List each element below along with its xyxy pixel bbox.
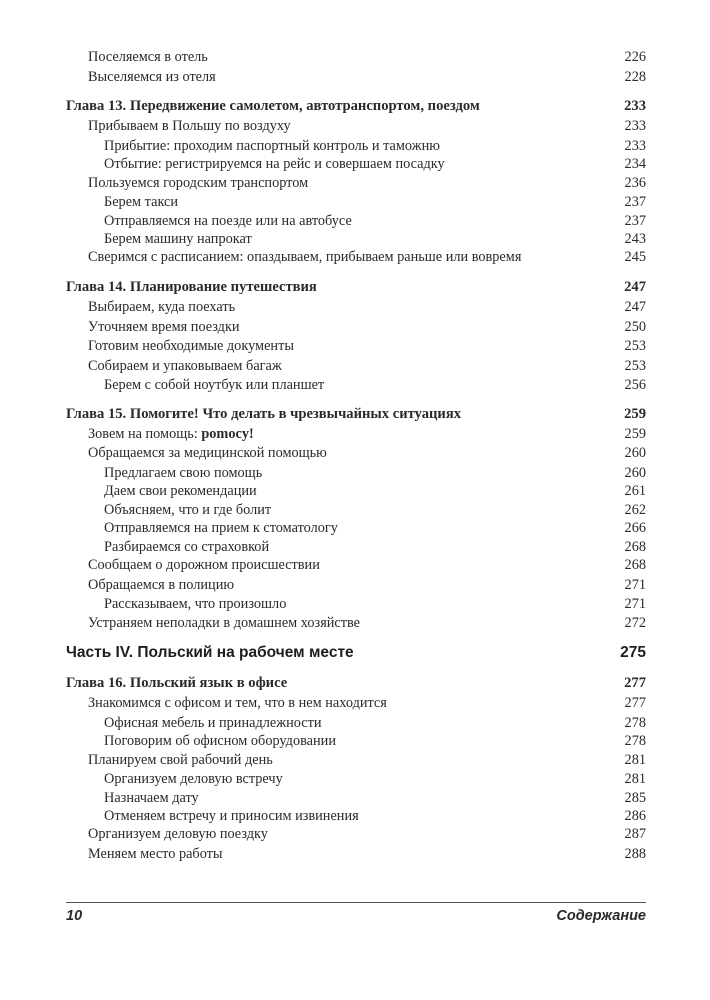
toc-entry-title bbox=[66, 404, 461, 424]
toc-entry-page: 233 bbox=[624, 137, 646, 154]
toc-entry-page: 253 bbox=[624, 338, 646, 355]
toc-section-row bbox=[66, 825, 646, 845]
toc-subsection-row bbox=[66, 137, 646, 155]
toc-entry-title-text: Отменяем встречу и приносим извинения bbox=[104, 808, 359, 824]
toc-entry-title bbox=[66, 96, 480, 116]
toc-entry-title-text: Берем с собой ноутбук или планшет bbox=[104, 377, 325, 394]
toc-entry-title bbox=[104, 770, 283, 788]
toc-entry-title-text: Прибытие: проходим паспортный контроль и таможню bbox=[104, 137, 440, 154]
toc-subsection-row bbox=[66, 770, 646, 788]
toc-section-row bbox=[66, 614, 646, 634]
toc-section-row bbox=[66, 337, 646, 357]
toc-entry-page: 245 bbox=[624, 249, 646, 266]
footer-section-title: Содержание bbox=[556, 908, 646, 924]
toc-chapter-row bbox=[66, 673, 646, 693]
toc-entry-title-text: Поселяемся в отель bbox=[88, 49, 208, 65]
toc-section-row bbox=[66, 845, 646, 865]
toc-entry-page: 243 bbox=[624, 231, 646, 247]
toc-section-row bbox=[66, 425, 646, 445]
toc-subsection-row bbox=[66, 464, 646, 482]
toc-entry-title-text: Глава 15. Помогите! Что делать в чрезвычайных ситуациях bbox=[66, 405, 462, 422]
toc-entry-page: 277 bbox=[624, 695, 646, 712]
toc-entry-page: 281 bbox=[624, 751, 646, 768]
toc-entry-title-text: Глава 16. Польский язык в офисе bbox=[66, 675, 288, 692]
toc-entry-title-text: Отбытие: регистрируемся на рейс и совершаем посадку bbox=[104, 156, 445, 173]
toc-subsection-row bbox=[66, 212, 646, 230]
toc-entry-title-text: Меняем место работы bbox=[88, 846, 223, 862]
toc-subsection-row bbox=[66, 482, 646, 500]
table-of-contents bbox=[66, 48, 646, 865]
toc-entry-title-text: Объясняем, что и где болит bbox=[104, 501, 272, 518]
toc-entry-title bbox=[88, 174, 308, 194]
toc-subsection-row bbox=[66, 376, 646, 394]
toc-entry-title bbox=[88, 357, 282, 377]
toc-entry-page: 277 bbox=[624, 675, 646, 692]
toc-entry-title-text: Офисная мебель и принадлежности bbox=[104, 714, 322, 731]
toc-section-row bbox=[66, 68, 646, 88]
toc-entry-page: 256 bbox=[624, 377, 646, 394]
toc-entry-title-text: Обращаемся за медицинской помощью bbox=[88, 445, 327, 462]
toc-entry-title bbox=[66, 277, 317, 297]
toc-entry-title bbox=[88, 694, 387, 714]
toc-subsection-row bbox=[66, 732, 646, 750]
toc-section-row bbox=[66, 48, 646, 68]
toc-entry-page: 233 bbox=[624, 118, 646, 135]
toc-entry-title bbox=[104, 789, 199, 807]
toc-entry-title-text: Прибываем в Польшу по воздуху bbox=[88, 118, 291, 135]
toc-entry-page: 268 bbox=[624, 538, 646, 555]
toc-entry-page: 271 bbox=[624, 576, 646, 593]
toc-entry-title-text: Устраняем неполадки в домашнем хозяйстве bbox=[88, 614, 361, 631]
toc-entry-title bbox=[88, 48, 208, 68]
toc-subsection-row bbox=[66, 714, 646, 732]
toc-section-row bbox=[66, 694, 646, 714]
toc-entry-title bbox=[88, 576, 234, 596]
toc-entry-page: 286 bbox=[624, 808, 646, 824]
toc-entry-page: 271 bbox=[624, 596, 646, 613]
toc-entry-title bbox=[104, 230, 252, 248]
toc-section-row bbox=[66, 444, 646, 464]
toc-section-row bbox=[66, 357, 646, 377]
toc-entry-title bbox=[104, 538, 269, 556]
page-footer bbox=[66, 902, 646, 924]
toc-entry-title bbox=[66, 673, 287, 693]
toc-entry-title bbox=[104, 212, 352, 230]
toc-section-row bbox=[66, 576, 646, 596]
toc-entry-title-text: Готовим необходимые документы bbox=[88, 338, 294, 355]
toc-part-row bbox=[66, 642, 646, 664]
toc-entry-page: 250 bbox=[624, 318, 646, 335]
toc-entry-page: 236 bbox=[624, 174, 646, 191]
toc-entry-title-text: Зовем на помощь: bbox=[88, 425, 202, 442]
toc-entry-title bbox=[88, 337, 294, 357]
toc-entry-title bbox=[88, 825, 268, 845]
toc-subsection-row bbox=[66, 519, 646, 537]
toc-entry-title-text: Предлагаем свою помощь bbox=[104, 464, 263, 481]
toc-entry-title bbox=[88, 425, 254, 445]
toc-entry-page: 261 bbox=[624, 483, 646, 500]
toc-section-row bbox=[66, 174, 646, 194]
toc-entry-title-text: Выселяемся из отеля bbox=[88, 68, 216, 85]
toc-entry-title bbox=[104, 155, 445, 173]
toc-entry-page: 278 bbox=[624, 733, 646, 750]
toc-entry-title-text: Сообщаем о дорожном происшествии bbox=[88, 557, 320, 573]
toc-entry-page: 247 bbox=[624, 279, 646, 295]
toc-entry-title-text: Собираем и упаковываем багаж bbox=[88, 357, 282, 374]
toc-entry-title bbox=[88, 845, 223, 865]
toc-entry-page: 226 bbox=[624, 49, 646, 65]
toc-entry-title-text: Даем свои рекомендации bbox=[104, 483, 257, 500]
toc-entry-page: 233 bbox=[624, 98, 646, 115]
toc-entry-title-text: Назначаем дату bbox=[104, 789, 199, 806]
toc-entry-title-text: Рассказываем, что произошло bbox=[104, 596, 287, 613]
toc-entry-title bbox=[88, 298, 235, 318]
toc-entry-page: 259 bbox=[624, 405, 646, 422]
toc-chapter-row bbox=[66, 277, 646, 297]
toc-entry-title bbox=[88, 614, 360, 634]
toc-entry-title bbox=[104, 714, 322, 732]
toc-entry-page: 266 bbox=[624, 520, 646, 537]
toc-subsection-row bbox=[66, 230, 646, 248]
toc-entry-title-text: Выбираем, куда поехать bbox=[88, 299, 236, 315]
toc-entry-title bbox=[104, 501, 271, 519]
toc-section-row bbox=[66, 751, 646, 771]
toc-subsection-row bbox=[66, 501, 646, 519]
toc-entry-page: 262 bbox=[624, 501, 646, 518]
toc-subsection-row bbox=[66, 538, 646, 556]
toc-entry-title bbox=[104, 519, 338, 537]
toc-entry-title-text: Отправляемся на прием к стоматологу bbox=[104, 520, 338, 537]
toc-entry-title bbox=[104, 193, 178, 211]
toc-entry-title bbox=[88, 117, 291, 137]
toc-entry-title bbox=[104, 464, 262, 482]
toc-chapter-row bbox=[66, 96, 646, 116]
toc-entry-title bbox=[88, 318, 240, 338]
toc-entry-page: 278 bbox=[624, 714, 646, 731]
toc-section-row bbox=[66, 556, 646, 576]
toc-entry-title-text: Уточняем время поездки bbox=[88, 318, 240, 335]
toc-entry-title-text: Организуем деловую поездку bbox=[88, 826, 268, 843]
toc-entry-title-text: Обращаемся в полицию bbox=[88, 576, 235, 593]
toc-entry-page: 272 bbox=[624, 614, 646, 631]
toc-entry-title-text: Берем машину напрокат bbox=[104, 231, 252, 247]
toc-entry-page: 237 bbox=[624, 212, 646, 229]
toc-entry-title bbox=[104, 807, 359, 825]
toc-entry-title bbox=[88, 556, 320, 576]
toc-entry-title-text: Сверимся с расписанием: опаздываем, прибываем раньше или вовремя bbox=[88, 249, 522, 266]
toc-entry-title bbox=[88, 68, 216, 88]
toc-entry-page: 247 bbox=[624, 299, 646, 315]
toc-entry-title-text: Знакомимся с офисом и тем, что в нем находится bbox=[88, 695, 387, 712]
toc-entry-page: 281 bbox=[624, 771, 646, 788]
toc-entry-title-text: Глава 14. Планирование путешествия bbox=[66, 279, 317, 295]
toc-entry-title bbox=[88, 248, 521, 268]
toc-entry-title bbox=[104, 137, 440, 155]
toc-subsection-row bbox=[66, 789, 646, 807]
toc-chapter-row bbox=[66, 404, 646, 424]
toc-entry-page: 234 bbox=[624, 156, 646, 173]
toc-subsection-row bbox=[66, 807, 646, 825]
toc-entry-page: 260 bbox=[624, 445, 646, 462]
toc-entry-emphasis: pomocy! bbox=[201, 425, 254, 442]
toc-entry-title bbox=[88, 751, 273, 771]
toc-entry-title bbox=[104, 376, 324, 394]
toc-entry-page: 288 bbox=[624, 846, 646, 862]
toc-entry-page: 260 bbox=[624, 464, 646, 481]
toc-entry-page: 275 bbox=[620, 644, 646, 662]
toc-entry-title-text: Поговорим об офисном оборудовании bbox=[104, 733, 336, 750]
toc-entry-title bbox=[104, 595, 286, 613]
toc-entry-page: 237 bbox=[624, 194, 646, 211]
toc-entry-page: 285 bbox=[624, 789, 646, 806]
toc-entry-title-text: Разбираемся со страховкой bbox=[104, 538, 270, 555]
toc-subsection-row bbox=[66, 193, 646, 211]
footer-page-number: 10 bbox=[66, 908, 83, 924]
toc-entry-page: 268 bbox=[624, 557, 646, 573]
toc-subsection-row bbox=[66, 155, 646, 173]
toc-entry-title-text: Пользуемся городским транспортом bbox=[88, 174, 309, 191]
toc-entry-title bbox=[88, 444, 327, 464]
toc-entry-title-text: Часть IV. Польский на рабочем месте bbox=[66, 644, 354, 662]
toc-entry-page: 228 bbox=[624, 68, 646, 85]
toc-entry-title-text: Отправляемся на поезде или на автобусе bbox=[104, 212, 352, 229]
toc-entry-title-text: Берем такси bbox=[104, 194, 179, 211]
toc-section-row bbox=[66, 318, 646, 338]
toc-entry-title bbox=[104, 732, 336, 750]
toc-entry-page: 259 bbox=[624, 425, 646, 442]
toc-section-row bbox=[66, 117, 646, 137]
toc-section-row bbox=[66, 248, 646, 268]
toc-entry-title-text: Организуем деловую встречу bbox=[104, 771, 283, 788]
toc-entry-title bbox=[104, 482, 257, 500]
toc-entry-title bbox=[66, 642, 354, 664]
toc-entry-page: 253 bbox=[624, 357, 646, 374]
toc-subsection-row bbox=[66, 595, 646, 613]
toc-section-row bbox=[66, 298, 646, 318]
toc-entry-title-text: Глава 13. Передвижение самолетом, автотранспортом, поездом bbox=[66, 98, 480, 115]
toc-entry-page: 287 bbox=[624, 826, 646, 843]
toc-entry-title-text: Планируем свой рабочий день bbox=[88, 751, 273, 768]
